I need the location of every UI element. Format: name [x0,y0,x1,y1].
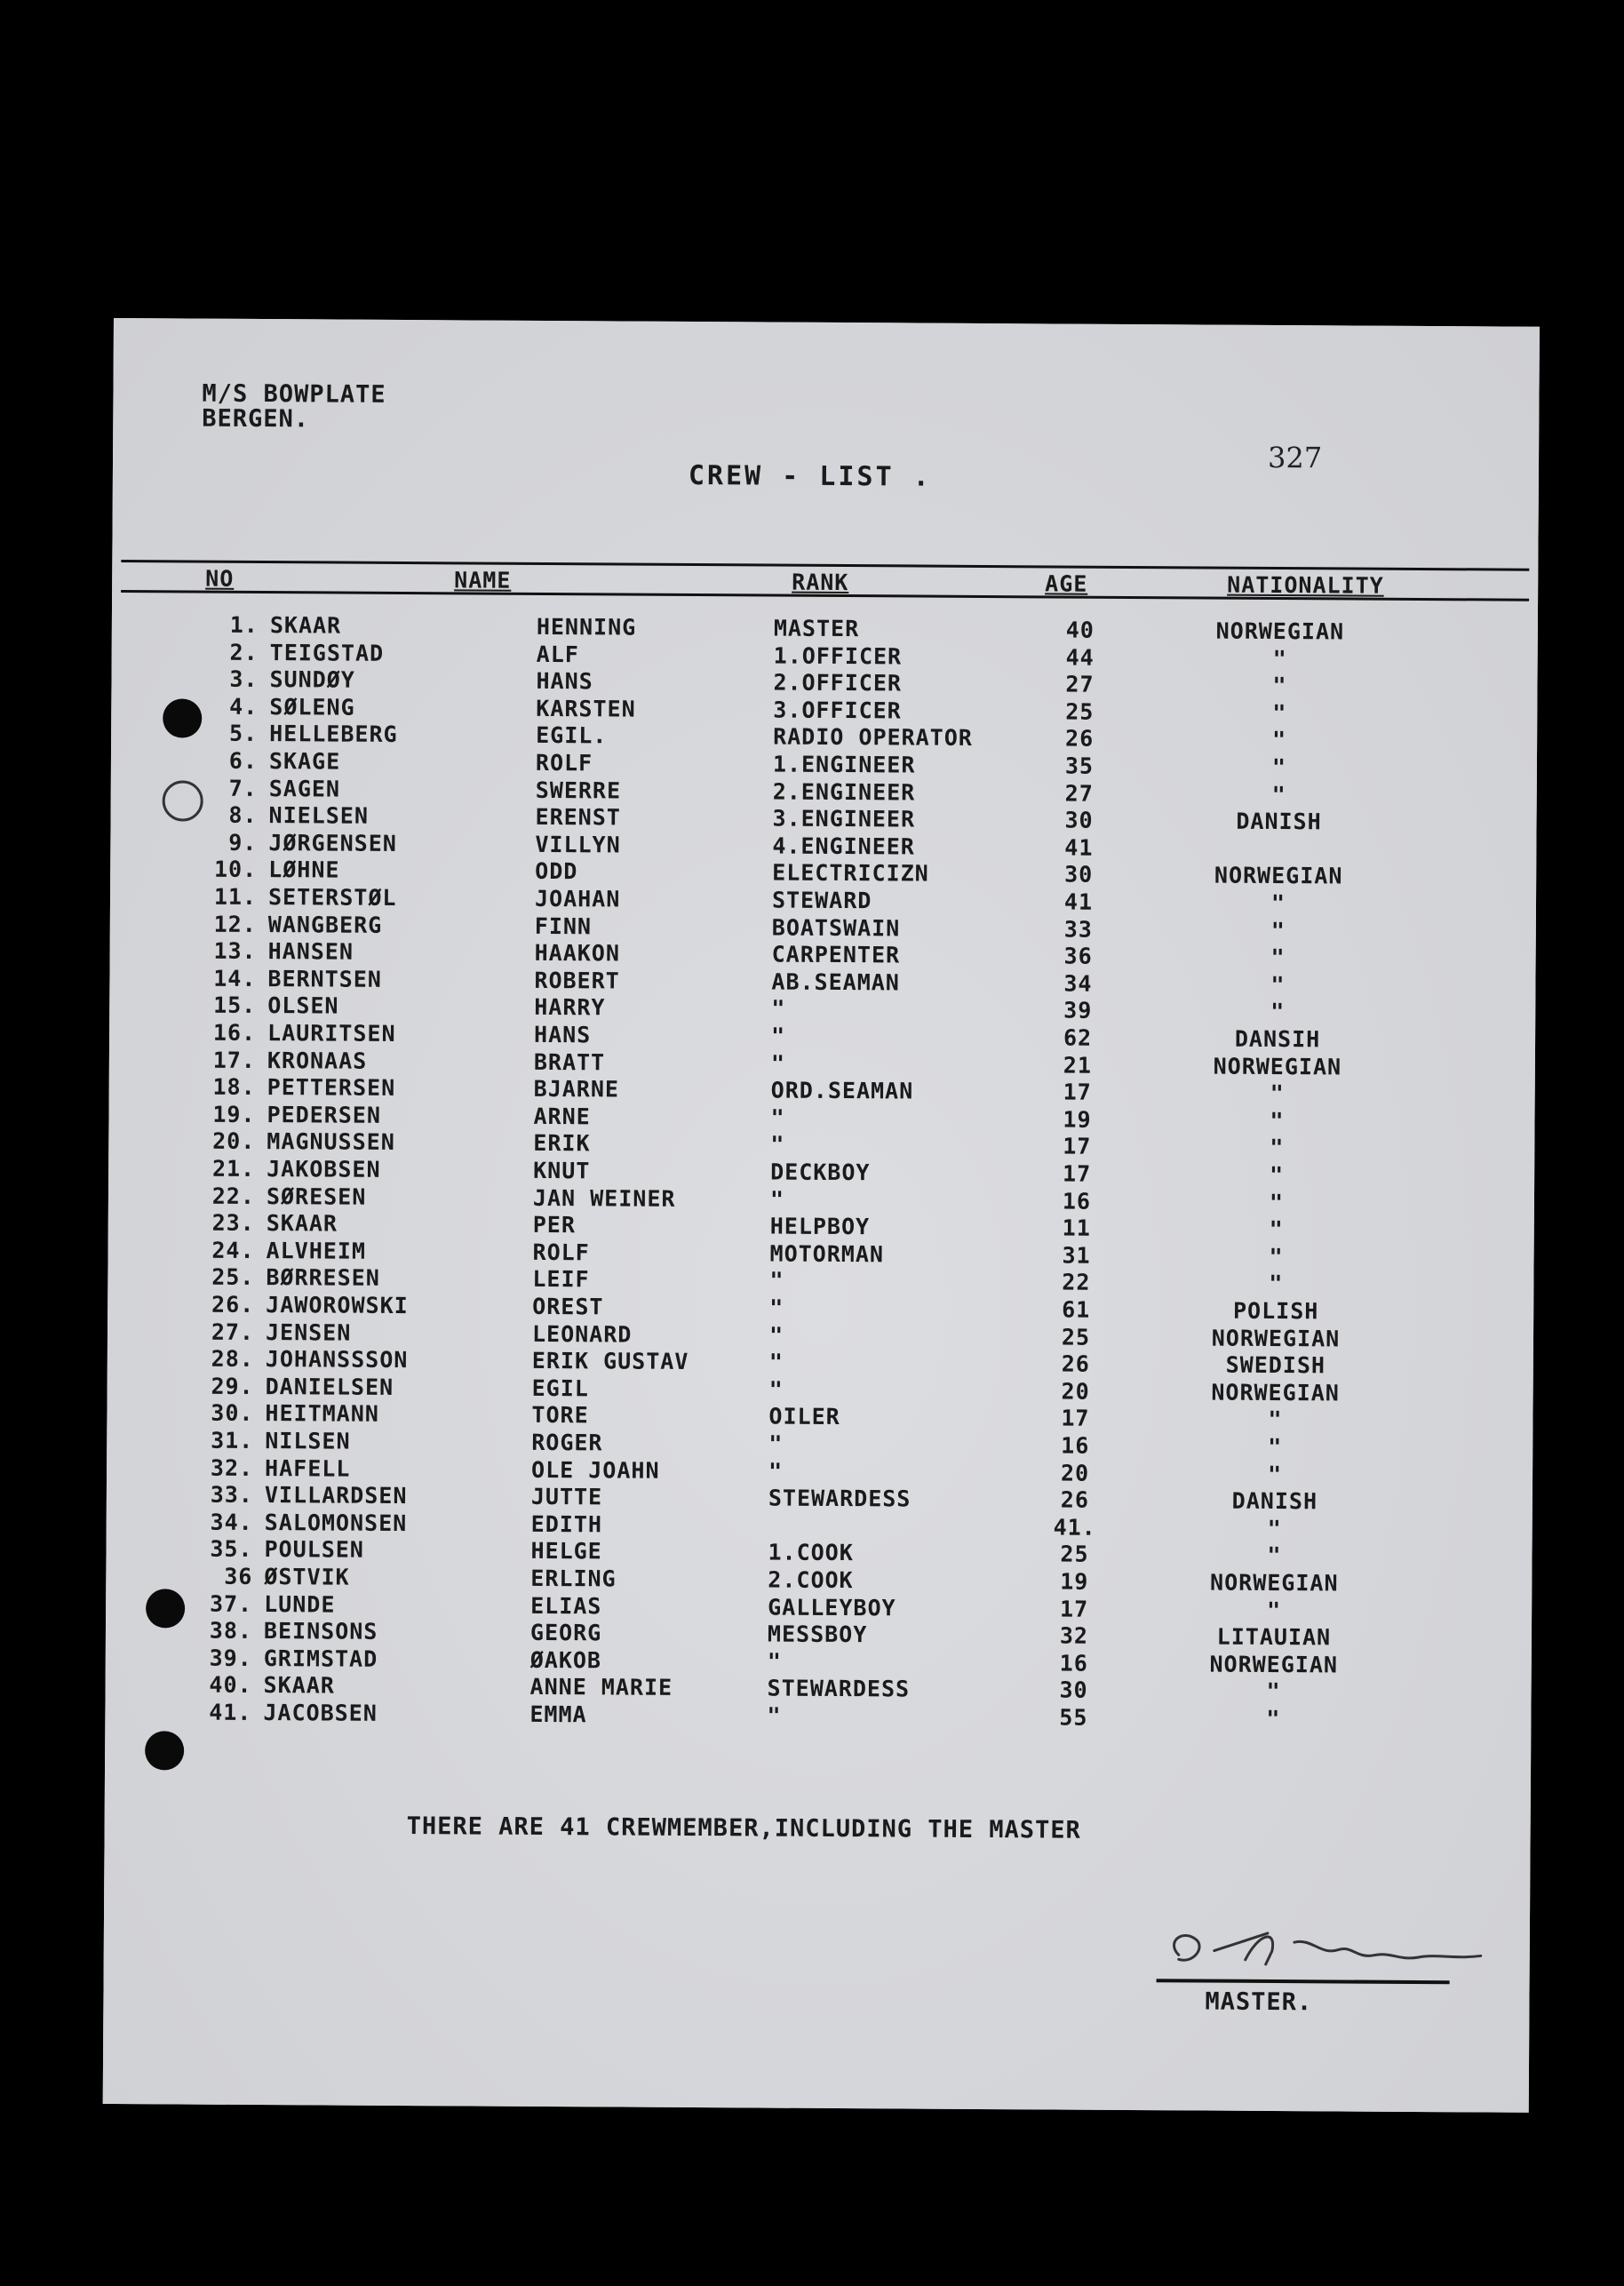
crew-surname: TEIGSTAD [269,639,385,666]
crew-given-name: ROLF [535,749,593,777]
page-title: CREW - LIST . [688,459,932,493]
crew-surname: HELLEBERG [269,721,398,748]
crew-age: 39 [1063,997,1093,1024]
crew-given-name: HARRY [534,994,606,1021]
crew-given-name: FINN [534,912,593,939]
crew-given-name: ELIAS [530,1592,602,1619]
crew-number: 35. [210,1536,253,1563]
crew-rank: 2.OFFICER [773,669,903,697]
crew-given-name: OLE JOAHN [531,1456,660,1484]
crew-age: 20 [1060,1460,1090,1486]
crew-number: 5. [228,721,259,747]
crew-surname: ØSTVIK [264,1564,350,1590]
crew-number: 3. [229,665,259,693]
crew-rank: " [769,1267,784,1294]
column-header-rank: RANK [792,569,849,596]
crew-given-name: BJARNE [533,1076,620,1103]
crew-age: 30 [1064,807,1094,833]
crew-number: 12. [213,911,257,937]
crew-rank: 1.ENGINEER [772,751,916,778]
crew-number: 33. [210,1481,253,1509]
crew-age: 41 [1064,834,1094,861]
crew-rank: " [770,1131,785,1159]
crew-nationality: " [1272,699,1287,726]
crew-rank: STEWARDESS [768,1485,912,1512]
crew-rank: STEWARDESS [767,1675,911,1702]
crew-age: 20 [1061,1378,1090,1405]
crew-age: 19 [1060,1568,1089,1595]
crew-number: 30. [211,1400,254,1427]
crew-given-name: ERLING [530,1565,617,1592]
crew-number: 38. [209,1617,253,1645]
crew-surname: SKAGE [268,748,341,775]
crew-surname: DANIELSEN [265,1373,394,1400]
crew-number: 19. [212,1101,256,1127]
column-header-nationality: NATIONALITY [1227,571,1384,599]
crew-nationality: LITAUIAN [1216,1623,1332,1651]
crew-age: 17 [1059,1596,1089,1622]
crew-nationality: " [1268,1433,1283,1461]
crew-surname: JACOBSEN [263,1700,378,1726]
crew-nationality: DANISH [1236,808,1322,835]
crew-age: 17 [1063,1133,1092,1160]
crew-given-name: ERENST [535,804,621,831]
crew-nationality: " [1270,944,1286,971]
crew-nationality: " [1267,1461,1283,1487]
crew-rank: 1.COOK [768,1539,854,1566]
crew-nationality: POLISH [1232,1297,1319,1325]
crew-given-name: ERIK [533,1130,591,1157]
crew-number: 6. [228,747,259,774]
crew-surname: SKAAR [269,612,342,639]
crew-surname: JØRGENSEN [268,829,397,856]
crew-number: 18. [212,1073,256,1101]
crew-rank: " [768,1349,784,1375]
crew-age: 40 [1065,617,1095,643]
crew-age: 25 [1065,698,1095,725]
ship-name: M/S BOWPLATE [202,379,386,409]
crew-nationality: NORWEGIAN [1210,1569,1339,1597]
crew-given-name: ROGER [531,1429,603,1456]
crew-number: 34. [210,1509,253,1535]
crew-number: 27. [211,1318,255,1345]
crew-rank: BOATSWAIN [771,914,901,942]
crew-age: 36 [1063,943,1093,969]
crew-rank: ORD.SEAMAN [770,1077,914,1104]
column-header-age: AGE [1045,570,1088,597]
crew-rank: " [768,1322,784,1349]
crew-surname: PETTERSEN [267,1074,396,1102]
crew-given-name: JOAHAN [534,885,621,912]
crew-nationality: " [1271,781,1286,808]
crew-surname: SØRESEN [266,1183,367,1210]
signature-label: MASTER. [1205,1987,1313,2017]
crew-given-name: KNUT [533,1157,591,1184]
crew-nationality: " [1270,1135,1285,1161]
crew-age: 25 [1061,1324,1091,1350]
crew-number: 15. [213,992,257,1019]
crew-age: 19 [1063,1106,1092,1133]
crew-given-name: HANS [536,668,593,695]
crew-number: 25. [211,1264,255,1291]
crew-rank: CARPENTER [771,941,901,968]
crew-rank: GALLEYBOY [768,1594,896,1621]
crew-age: 32 [1059,1622,1089,1649]
crew-rank: " [767,1702,782,1729]
crew-nationality: " [1272,727,1287,753]
crew-age: 17 [1061,1405,1090,1432]
crew-number: 13. [213,937,257,965]
crew-nationality: NORWEGIAN [1214,862,1343,889]
crew-count-statement: THERE ARE 41 CREWMEMBER,INCLUDING THE MASTER [406,1812,1081,1844]
crew-age: 21 [1063,1052,1093,1079]
crew-rank: " [769,1186,785,1213]
crew-surname: JOHANSSSON [265,1346,409,1374]
crew-number: 24. [211,1237,255,1263]
crew-number: 8. [228,801,258,829]
crew-age: 62 [1063,1024,1093,1051]
crew-given-name: SWERRE [535,777,622,804]
crew-given-name: HAAKON [534,940,621,967]
crew-number: 36 [224,1563,253,1589]
port-name: BERGEN. [202,404,310,434]
punch-hole-1 [163,698,202,737]
crew-rank: " [770,1104,785,1131]
crew-rank: ELECTRICIZN [772,859,929,888]
crew-surname: VILLARDSEN [264,1482,408,1509]
crew-given-name: TORE [531,1402,589,1429]
crew-nationality: NORWEGIAN [1213,1053,1342,1080]
crew-age: 17 [1063,1079,1092,1105]
crew-given-name: HENNING [536,613,637,641]
crew-given-name: EDITH [530,1510,603,1538]
crew-number: 39. [209,1645,252,1671]
crew-nationality: " [1270,917,1286,944]
crew-surname: HEITMANN [265,1400,379,1428]
crew-surname: KRONAAS [267,1047,368,1074]
crew-surname: BERNTSEN [267,965,382,992]
crew-rank: " [768,1376,784,1403]
crew-nationality: " [1270,889,1286,917]
crew-given-name: VILLYN [535,831,621,858]
page-number: 327 [1267,440,1323,475]
crew-number: 32. [210,1454,254,1481]
crew-number: 22. [211,1183,256,1209]
crew-nationality: " [1269,1189,1285,1215]
crew-given-name: ØAKOB [529,1646,602,1674]
crew-age: 22 [1062,1269,1091,1296]
crew-given-name: EGIL [531,1374,589,1402]
crew-rank: AB.SEAMAN [771,968,901,996]
crew-nationality: " [1266,1678,1281,1705]
crew-given-name: EMMA [529,1701,587,1728]
crew-age: 55 [1059,1704,1088,1731]
crew-nationality: " [1267,1597,1282,1623]
crew-given-name: PER [532,1212,577,1239]
crew-nationality: " [1267,1515,1282,1541]
crew-nationality: " [1269,1216,1284,1243]
crew-surname: NIELSEN [268,802,370,829]
punch-hole-2 [146,1589,185,1628]
crew-nationality: " [1271,753,1287,781]
crew-number: 41. [209,1699,252,1725]
crew-age: 41 [1063,888,1094,915]
crew-rank: HELPBOY [769,1213,871,1240]
crew-nationality: " [1270,1161,1285,1189]
crew-given-name: JUTTE [530,1484,603,1510]
crew-number: 9. [228,829,258,856]
crew-given-name: KARSTEN [536,695,636,722]
crew-rank: 2.COOK [768,1566,854,1594]
crew-given-name: ERIK GUSTAV [531,1348,689,1375]
crew-rank: " [767,1648,782,1675]
crew-surname: JAKOBSEN [267,1156,381,1183]
crew-given-name: LEIF [532,1266,590,1293]
crew-nationality: " [1267,1542,1282,1569]
crew-number: 31. [211,1427,254,1454]
crew-surname: BEINSONS [263,1618,378,1645]
crew-surname: OLSEN [267,992,339,1019]
crew-surname: JENSEN [265,1318,352,1346]
crew-nationality: NORWEGIAN [1209,1651,1339,1678]
crew-number: 28. [211,1345,254,1373]
crew-age: 26 [1064,725,1095,753]
crew-number: 26. [211,1291,255,1318]
crew-given-name: LEONARD [531,1320,633,1348]
crew-surname: JAWOROWSKI [266,1292,409,1319]
crew-rank: MESSBOY [767,1621,868,1648]
crew-given-name: BRATT [533,1048,606,1075]
crew-number: 7. [228,775,258,801]
crew-rank: " [770,1050,786,1077]
crew-age: 25 [1060,1541,1089,1568]
crew-age: 30 [1064,861,1094,888]
crew-nationality: " [1269,1243,1284,1270]
crew-number: 14. [213,965,257,992]
crew-given-name: GEORG [529,1620,602,1646]
crew-rank: DECKBOY [770,1159,871,1186]
crew-surname: POULSEN [264,1536,364,1564]
crew-rank: MASTER [773,615,860,642]
crew-nationality: NORWEGIAN [1215,617,1345,645]
crew-number: 2. [229,639,259,665]
crew-age: 27 [1064,780,1094,807]
crew-nationality: " [1270,1080,1285,1107]
crew-number: 21. [211,1155,256,1182]
crew-given-name: ALF [536,641,579,667]
crew-rank: 3.OFFICER [773,697,902,724]
crew-rank: " [768,1458,784,1485]
crew-age: 16 [1062,1188,1092,1215]
crew-number: 10. [213,856,258,883]
crew-age: 33 [1063,916,1093,943]
crew-age: 16 [1061,1432,1090,1459]
column-header-no: NO [205,565,235,592]
crew-surname: SKAAR [263,1672,335,1699]
crew-rank: " [769,1294,784,1321]
crew-age: 41. [1053,1514,1096,1541]
master-signature [1161,1915,1499,1987]
crew-surname: GRIMSTAD [263,1645,378,1672]
crew-number: 20. [212,1128,256,1155]
crew-nationality: DANISH [1231,1487,1318,1515]
crew-surname: HAFELL [265,1454,351,1482]
crew-age: 26 [1060,1486,1090,1513]
crew-given-name: ARNE [533,1103,591,1130]
crew-surname: SALOMONSEN [264,1509,408,1536]
crew-given-name: HELGE [530,1538,602,1565]
crew-surname: MAGNUSSEN [267,1128,395,1156]
crew-surname: LAURITSEN [267,1020,396,1047]
crew-rank: " [771,995,786,1023]
crew-age: 17 [1062,1160,1092,1187]
crew-surname: HANSEN [267,938,354,965]
crew-given-name: EGIL. [536,722,608,749]
crew-nationality: NORWEGIAN [1211,1325,1341,1352]
crew-surname: WANGBERG [267,911,383,938]
crew-number: 40. [209,1672,252,1699]
crew-age: 11 [1062,1215,1091,1241]
crew-nationality: " [1270,1107,1285,1134]
crew-rank: 3.ENGINEER [772,805,916,832]
crew-given-name: OREST [532,1293,604,1320]
crew-nationality: " [1266,1705,1281,1732]
crew-rank: STEWARD [771,887,872,914]
crew-number: 11. [213,883,258,910]
crew-age: 27 [1065,671,1095,697]
crew-given-name: ODD [535,858,578,885]
crew-surname: PEDERSEN [267,1101,382,1128]
punch-hole-ring [163,780,203,821]
crew-surname: SETERSTØL [267,884,397,911]
crew-nationality: " [1269,1270,1284,1297]
crew-surname: NILSEN [265,1428,351,1454]
crew-surname: LUNDE [264,1590,336,1618]
crew-nationality: DANSIH [1234,1025,1321,1053]
crew-surname: SUNDØY [269,666,355,693]
crew-age: 31 [1062,1242,1091,1269]
crew-rank: RADIO OPERATOR [773,723,973,752]
crew-rank: 2.ENGINEER [772,778,916,806]
crew-age: 26 [1061,1350,1090,1377]
crew-number: 37. [209,1590,253,1617]
crew-age: 16 [1059,1650,1088,1677]
crew-surname: BØRRESEN [266,1264,380,1292]
crew-nationality: " [1268,1406,1283,1433]
crew-nationality: SWEDISH [1225,1351,1326,1379]
crew-age: 35 [1064,753,1095,779]
crew-rank: 4.ENGINEER [772,832,915,860]
crew-rank: MOTORMAN [769,1240,885,1268]
crew-number: 23. [211,1209,255,1237]
crew-surname: LØHNE [268,856,340,883]
crew-number: 17. [212,1047,256,1073]
crew-number: 16. [212,1019,257,1046]
crew-surname: SAGEN [268,775,341,802]
crew-surname: SKAAR [266,1210,338,1237]
column-header-name: NAME [454,567,512,593]
crew-nationality: " [1272,673,1287,699]
crew-given-name: HANS [533,1021,592,1048]
crew-age: 44 [1065,644,1095,671]
crew-surname: SØLENG [269,693,355,721]
crew-nationality: " [1272,645,1287,672]
crew-rank: " [768,1430,784,1457]
crew-number: 4. [229,693,259,720]
crew-given-name: JAN WEINER [532,1184,676,1212]
crew-nationality: " [1270,971,1286,998]
document-page [103,318,1540,2113]
crew-given-name: ROBERT [534,967,620,994]
crew-given-name: ROLF [532,1239,590,1266]
crew-age: 34 [1063,970,1093,997]
punch-hole-3 [145,1731,184,1770]
crew-surname: ALVHEIM [266,1237,367,1264]
crew-given-name: ANNE MARIE [529,1674,673,1701]
crew-nationality: " [1270,999,1286,1025]
crew-number: 29. [211,1373,254,1399]
crew-rank: 1.OFFICER [773,642,903,670]
crew-rank: OILER [768,1403,840,1430]
crew-rank: " [770,1023,786,1049]
crew-number: 1. [229,611,259,639]
crew-age: 61 [1062,1296,1091,1323]
crew-age: 30 [1059,1677,1088,1704]
crew-nationality: NORWEGIAN [1211,1379,1340,1406]
